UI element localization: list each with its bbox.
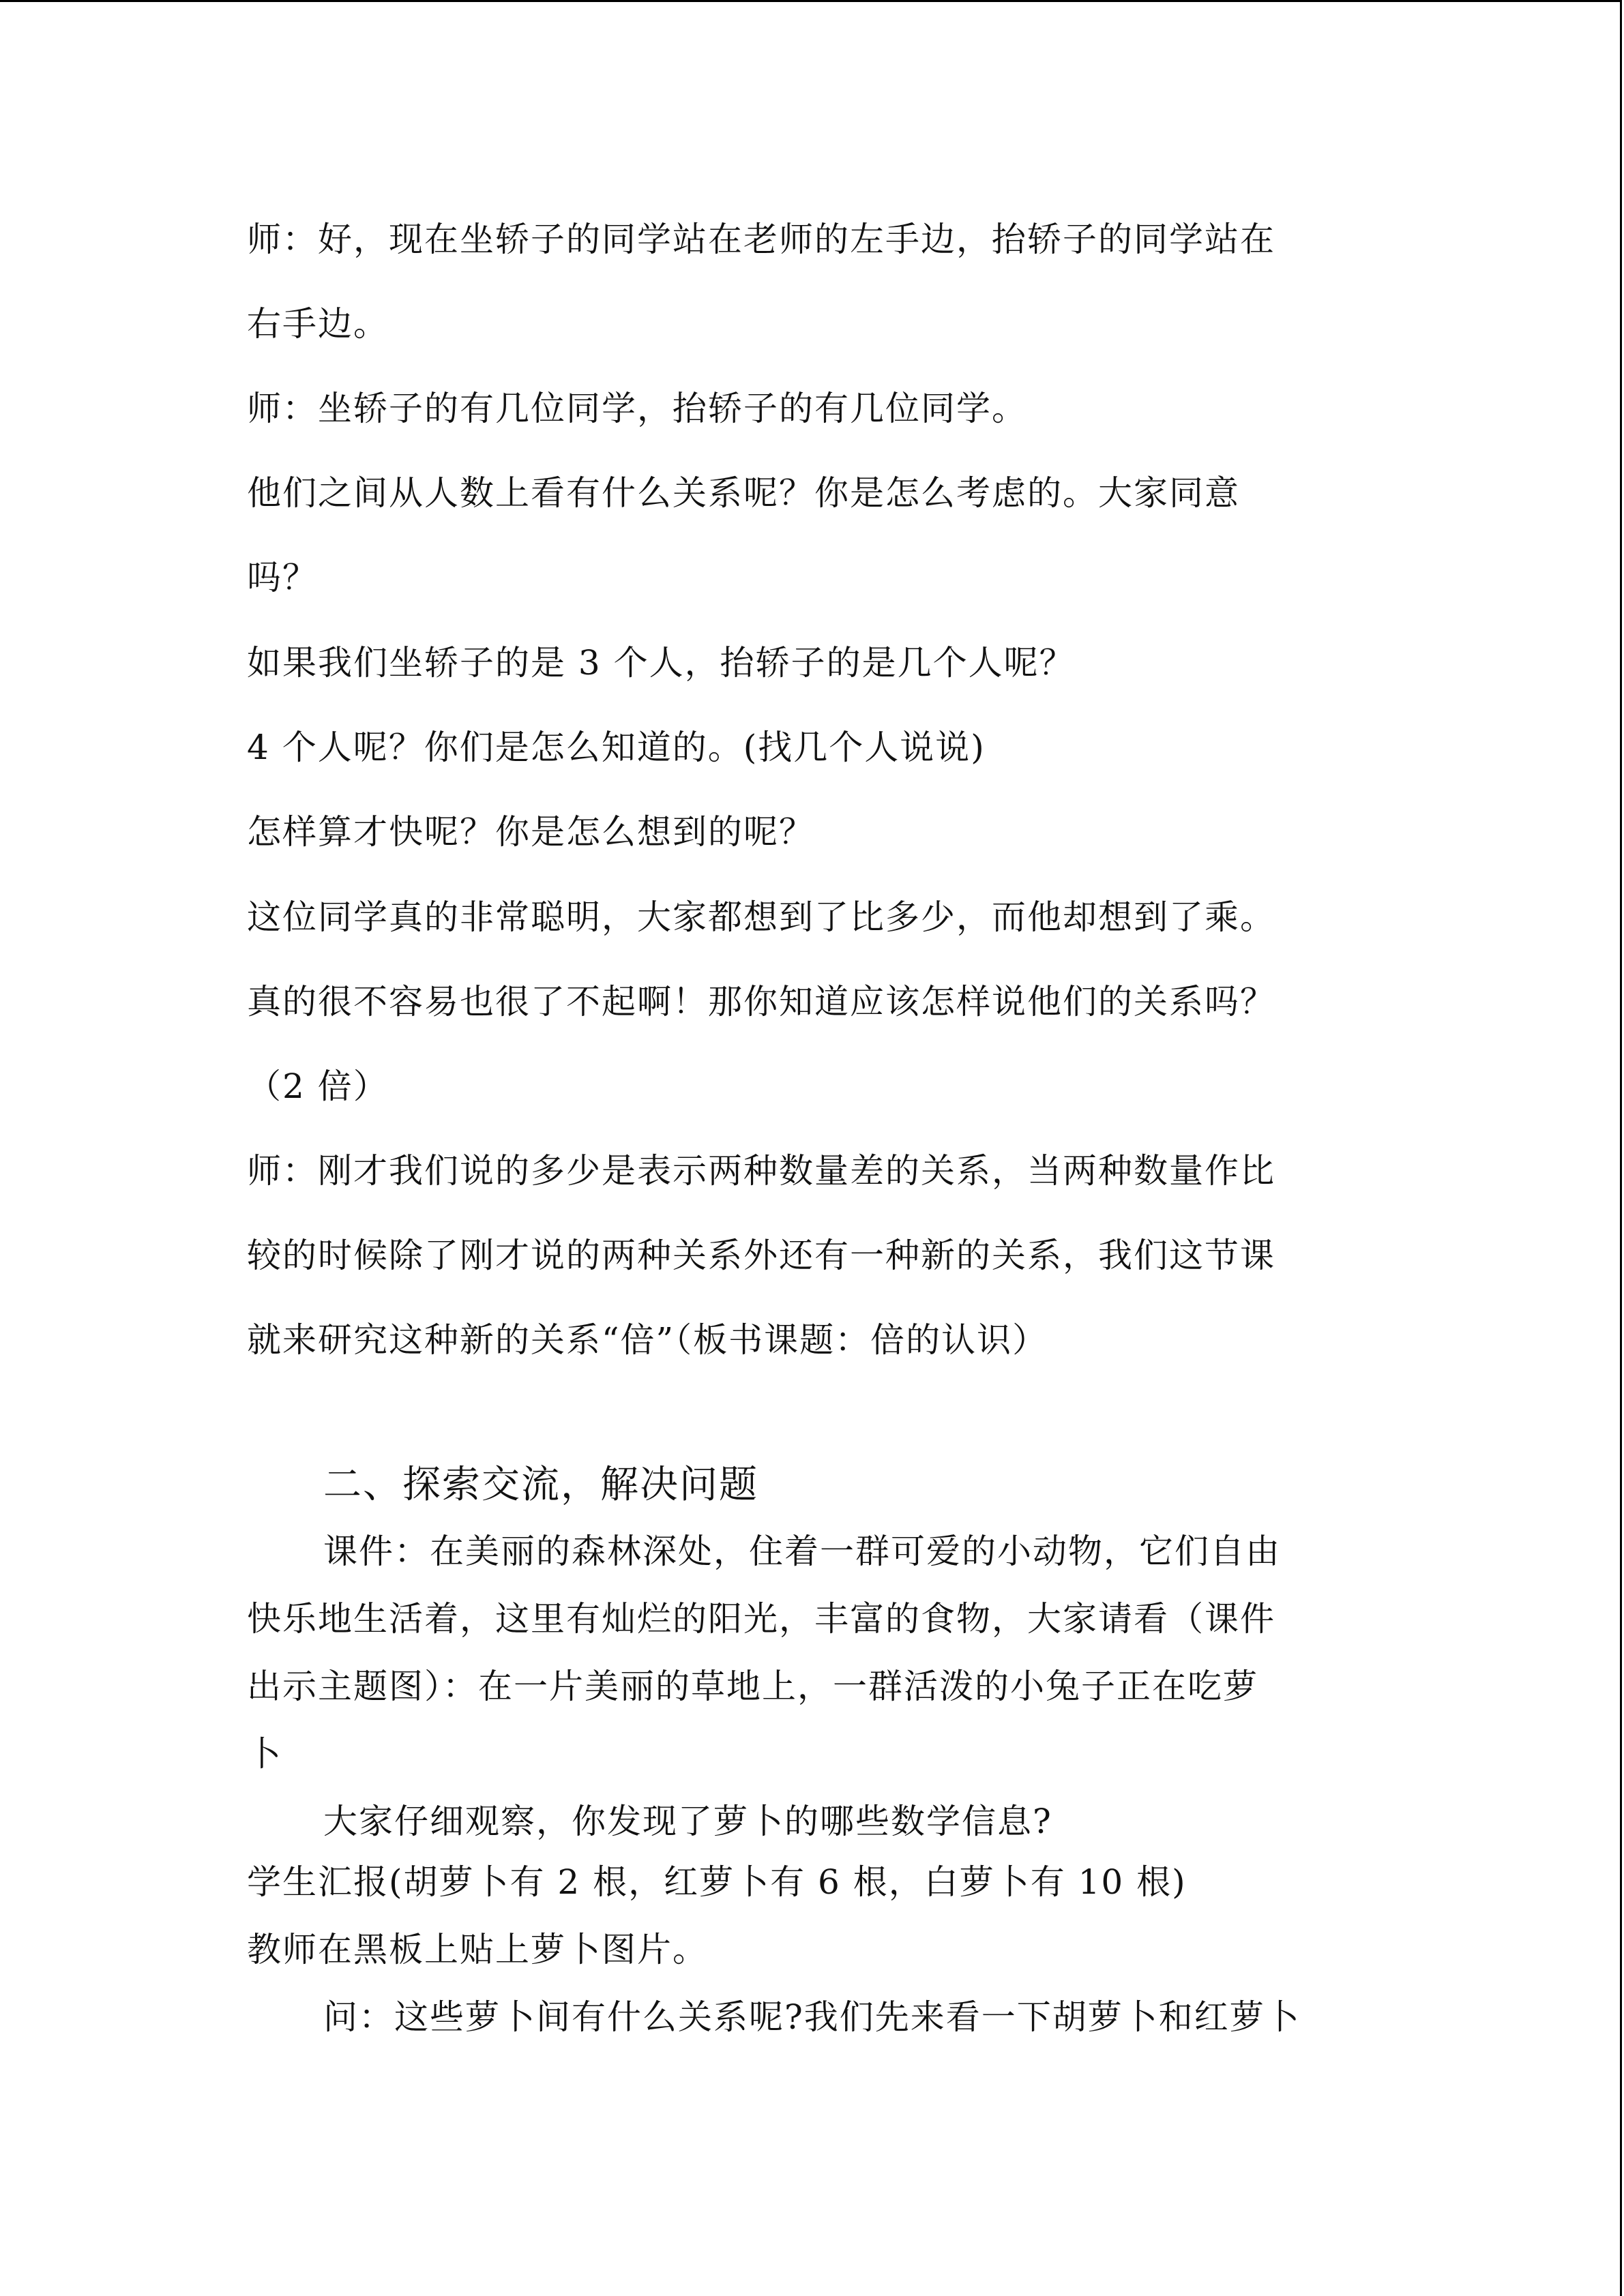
paragraph-line: 学生汇报(胡萝卜有 2 根，红萝卜有 6 根，白萝卜有 10 根) [247,1862,1187,1902]
section-heading: 二、探索交流，解决问题 [323,1463,758,1507]
paragraph-line: 他们之间从人数上看有什么关系呢？你是怎么考虑的。大家同意 [247,473,1240,513]
paragraph-line: 吗？ [247,558,318,597]
paragraph-line: 师：坐轿子的有几位同学，抬轿子的有几位同学。 [247,389,1027,428]
paragraph-line: 较的时候除了刚才说的两种关系外还有一种新的关系，我们这节课 [247,1236,1275,1275]
paragraph-line: 卜 [247,1734,282,1774]
paragraph-line: 快乐地生活着，这里有灿烂的阳光，丰富的食物，大家请看（课件 [247,1599,1275,1639]
paragraph-line: 大家仔细观察，你发现了萝卜的哪些数学信息? [323,1802,1052,1841]
paragraph-line: 课件：在美丽的森林深处，住着一群可爱的小动物，它们自由 [323,1532,1281,1571]
paragraph-line: 右手边。 [247,304,389,344]
paragraph-line: 4 个人呢？你们是怎么知道的。(找几个人说说) [247,728,986,767]
paragraph-line: 如果我们坐轿子的是 3 个人，抬轿子的是几个人呢？ [247,643,1075,683]
paragraph-line: 师：好，现在坐轿子的同学站在老师的左手边，抬轿子的同学站在 [247,220,1275,259]
paragraph-line: 就来研究这种新的关系“倍”（板书课题：倍的认识） [247,1320,1048,1360]
paragraph-line: （2 倍） [247,1067,389,1106]
paragraph-line: 出示主题图）：在一片美丽的草地上，一群活泼的小兔子正在吃萝 [247,1667,1258,1706]
paragraph-line: 教师在黑板上贴上萝卜图片。 [247,1930,708,1969]
paragraph-line: 怎样算才快呢？你是怎么想到的呢？ [247,812,814,852]
paragraph-line: 真的很不容易也很了不起啊！那你知道应该怎样说他们的关系吗？ [247,982,1275,1022]
paragraph-line: 这位同学真的非常聪明，大家都想到了比多少，而他却想到了乘。 [247,897,1275,937]
paragraph-line: 师：刚才我们说的多少是表示两种数量差的关系，当两种数量作比 [247,1151,1275,1191]
paragraph-line: 问：这些萝卜间有什么关系呢?我们先来看一下胡萝卜和红萝卜 [323,1997,1301,2037]
